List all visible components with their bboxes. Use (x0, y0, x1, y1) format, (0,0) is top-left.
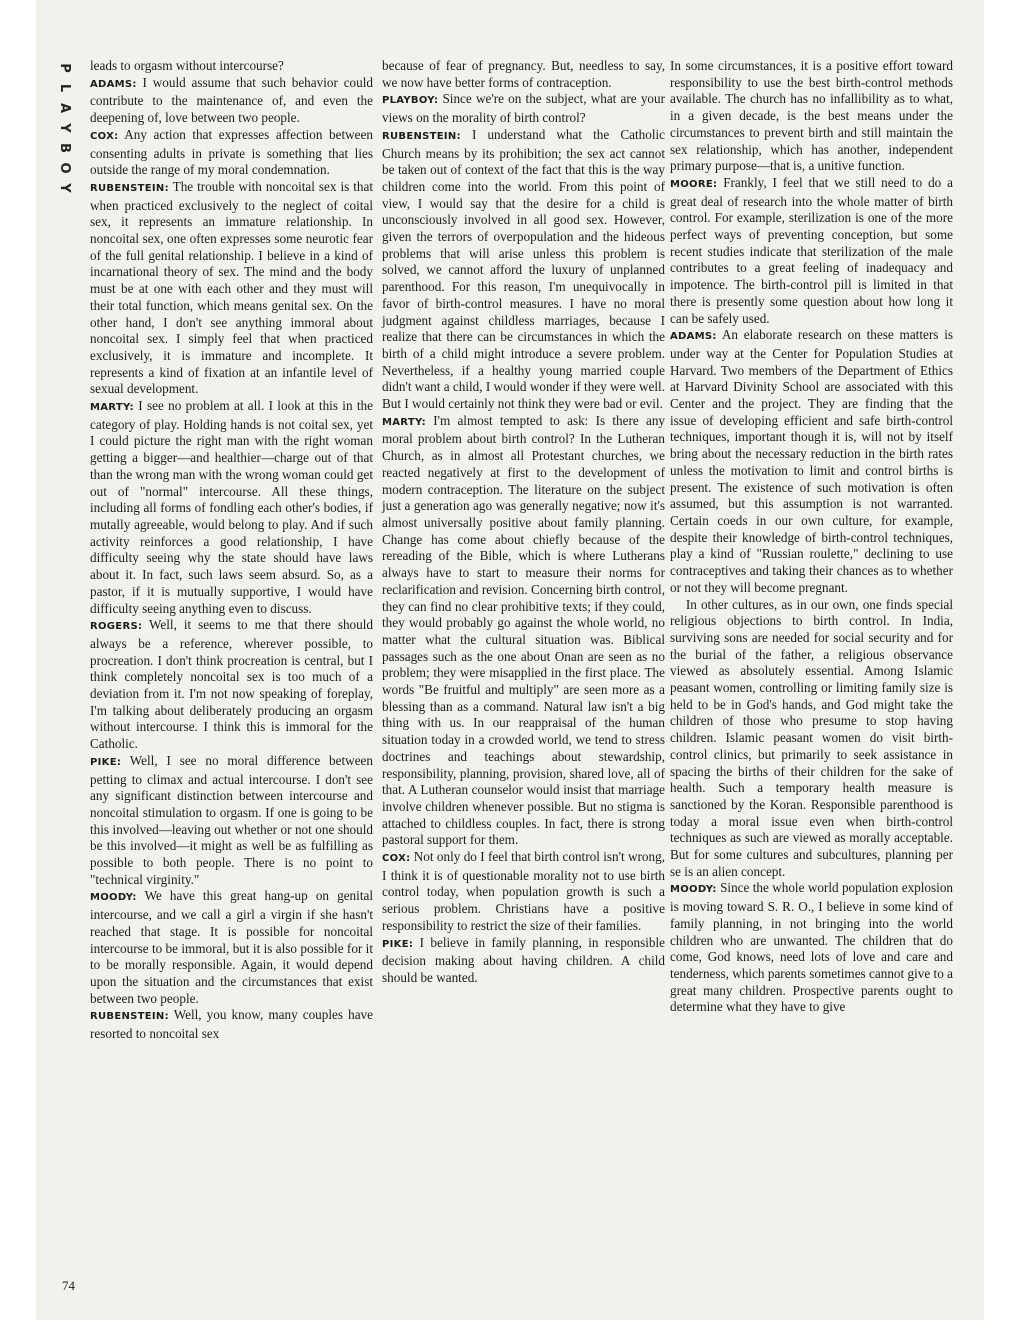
page-number: 74 (62, 1278, 75, 1293)
paragraph (382, 849, 665, 935)
paragraph-text: Any action that expresses affection between consenting adults in private is something that lies outside the range of my moral condemnation. (90, 126, 373, 178)
paragraph (90, 127, 373, 179)
paragraph-text: Frankly, I feel that we still need to do a great deal of research into the whole matter of birth control. For example, sterilization is one of the more perfect ways of preventing conception, but some recent studies indicate that sterilization of the male contributes to a great feeling of inadequacy and impotence. The birth-control pill is limited in that there is presently some question about how long it can be safely used. (670, 174, 954, 326)
paragraph-text: The trouble with noncoital sex is that when practiced exclusively to the neglect of coital sex, it represents an immature relationship. In noncoital sex, one often expresses some neurotic fear of the full genital relationship. I believe in a kind of incarnational theory of sex. The mind and the body must be at one with each other and they must will their total function, which means genital sex. On the other hand, I don't see anything immoral about noncoital sex. I simply feel that when practiced exclusively, it is immature and incomplete. It represents a kind of fixation at an infantile level of sexual development. (90, 178, 374, 397)
text-column-3 (670, 58, 953, 1016)
paragraph-text: We have this great hang-up on genital intercourse, and we call a girl a virgin if she hasn't reached that stage. It is possible for noncoital intercourse to be immoral, but it is also possible for it to be morally responsible. Again, it would depend upon the situation and the circumstances that exist between two people. (90, 888, 374, 1006)
paragraph-text: I would assume that such behavior could contribute to the maintenance of, and even the deepening of, love between two people. (90, 74, 373, 126)
speaker-label: COX: (90, 130, 119, 142)
paragraph-text: Well, it seems to me that there should always be a reference, wherever possible, to procreation. I don't think procreation is central, but I think completely noncoital sex is too much of a deviation from it. I'm not now speaking of foreplay, I'm talking about deliberately producing an orgasm without intercourse. I think this is immoral for the Catholic. (90, 617, 373, 752)
paragraph (382, 935, 665, 987)
paragraph-text: Well, I see no moral difference between petting to climax and actual intercourse. I don't see any significant distinction between intercourse and noncoital stimulation to orgasm. If one is going to be this involved—leaving out whether or not one should be this involved—it might as well be as fulfilling as possible to both people. There is no point to "technical virginity." (90, 752, 373, 887)
paragraph (670, 880, 953, 1016)
speaker-label: RUBENSTEIN: (90, 1011, 169, 1023)
paragraph (90, 888, 373, 1007)
speaker-label: COX: (382, 853, 411, 865)
text-column-2 (382, 58, 665, 987)
paragraph (90, 179, 373, 398)
paragraph-text: Since we're on the subject, what are your views on the morality of birth control? (382, 91, 666, 126)
speaker-label: ROGERS: (90, 621, 143, 633)
magazine-page (36, 0, 984, 1320)
speaker-label: RUBENSTEIN: (382, 130, 461, 142)
paragraph-text: I understand what the Catholic Church means by its prohibition; the sex act cannot be taken out of context of the fact that this is the way children come into the world. From this point of view, I would say that the desire for a child is unconsciously involved in all good sex. However, given the terrors of overpopulation and the hideous problems that will arise unless this problem is solved, we cannot afford the luxury of unplanned parenthood. For this reason, I'm unequivocally in favor of birth-control measures. I have no moral judgment against childless marriages, because I realize that there can be circumstances in which the birth of a child might introduce a severe problem. Nevertheless, if a healthy young married couple didn't want a child, I would wonder if they were well. But I would certainly not think they were bad or evil. (382, 126, 666, 412)
speaker-label: PIKE: (382, 938, 414, 950)
paragraph-text: In other cultures, as in our own, one finds special religious objections to birth control. In India, surviving sons are needed for social security and for the burial of the father, a religious observance viewed as absolutely essential. Among Islamic peasant women, controlling or limiting family size is held to be in God's hands, and God might take the children of those who presume to stop having children. Islamic peasant women do visit birth-control clinics, but primarily to seek assistance in spacing the births of their children for the sake of health. Such a temporary health measure is sanctioned by the Koran. Responsible parenthood is today a moral issue even when birth-control techniques as such are viewed as morally acceptable. But for some cultures and subcultures, planning per se is an alien concept. (670, 596, 953, 879)
paragraph-text: Well, you know, many couples have resorted to noncoital sex (90, 1007, 373, 1042)
paragraph (382, 413, 665, 849)
speaker-label: PLAYBOY: (382, 95, 439, 107)
paragraph-text: leads to orgasm without intercourse? (90, 58, 284, 73)
paragraph (670, 597, 953, 881)
masthead (54, 58, 74, 198)
speaker-label: MOODY: (90, 892, 137, 904)
paragraph (90, 753, 373, 889)
speaker-label: MARTY: (382, 416, 426, 428)
paragraph-text: I believe in family planning, in responsible decision making about having children. A child should be wanted. (382, 934, 665, 985)
paragraph (90, 1007, 373, 1042)
paragraph-text: I see no problem at all. I look at this in the category of play. Holding hands is not coital sex, yet I could picture the right man with the right woman getting a bigger—and healthier—charge out of that than the wrong man with the wrong woman could get out of "normal" intercourse. All these things, including all forms of fondling each other's bodies, if mutally agreeable, would belong to play. And if such activity reinforces a good relationship, I have difficulty seeing why the state should have laws about it. In fact, such laws seem absurd. So, as a pastor, if it is mutually supportive, I would have difficulty seeing anything even to discuss. (90, 398, 373, 616)
paragraph (382, 58, 665, 91)
speaker-label: RUBENSTEIN: (90, 182, 169, 194)
text-column-1 (90, 58, 373, 1043)
paragraph-text: An elaborate research on these matters is under way at the Center for Population Studies at Harvard. Two members of the Department of Ethics at Harvard Divinity School are associated with this Center and the project. They are finding that the issue of developing efficient and safe birth-control techniques, important though it is, will not by itself bring about the necessary reduction in the birth rates unless the motivation to limit and control births is present. The existence of such motivation is often assumed, but this assumption is not warranted. Certain coeds in our own culture, for example, despite their knowledge of birth-control techniques, play a kind of "Russian roulette," declining to use contraceptives and taking their chances as to whether or not they will become pregnant. (670, 327, 953, 595)
paragraph (90, 75, 373, 127)
speaker-label: ADAMS: (670, 331, 717, 343)
paragraph (90, 398, 373, 617)
paragraph (90, 58, 373, 75)
paragraph (90, 617, 373, 753)
masthead-letters: P L A Y B O Y (57, 63, 72, 193)
speaker-label: MOODY: (670, 884, 717, 896)
speaker-label: MARTY: (90, 402, 134, 414)
paragraph-text: I'm almost tempted to ask: Is there any moral problem about birth control? In the Lutheran Church, as in almost all Protestant churches, we reacted negatively at first to the development of modern contraception. The literature on the subject just a generation ago was generally negative; now it's almost universally positive about family planning. Change has come about chiefly because of the rereading of the Bible, which is where Lutherans always have to start to measure their norms for reclarification and revision. Concerning birth control, they can find no clear prohibitive texts; if they could, they would probably go against the whole world, no matter what the cultural situation was. Biblical passages such as the one about Onan are seen as no problem; they were misapplied in the first place. The words "Be fruitful and multiply" are seen more as a blessing than as a command. Natural law isn't a big thing with us. In our reappraisal of the human situation today in a crowded world, we tend to stress doctrines and teachings about stewardship, responsibility, planning, provision, shared love, all of that. A Lutheran counselor would insist that marriage involve children whenever possible. But no stigma is attached to childless couples. In fact, there is strong pastoral support for them. (382, 412, 666, 848)
paragraph (670, 327, 953, 596)
paragraph (382, 91, 665, 126)
speaker-label: ADAMS: (90, 78, 137, 90)
paragraph-text: Not only do I feel that birth control isn't wrong, I think it is of questionable morality not to use birth control today, when population growth is such a serious problem. Christians have a positive responsibility to restrict the size of their families. (382, 849, 665, 933)
paragraph (670, 58, 953, 175)
speaker-label: PIKE: (90, 756, 122, 768)
paragraph-text: In some circumstances, it is a positive effort toward responsibility to use the best birth-control methods available. The church has no infallibility as to what, in a given decade, is the best means under the circumstances to prevent birth and still maintain the sex relationship, which has another, independent primary purpose—that is, a unitive function. (670, 58, 953, 174)
paragraph-text: because of fear of pregnancy. But, needless to say, we now have better forms of contraception. (382, 58, 665, 90)
speaker-label: MOORE: (670, 178, 718, 190)
paragraph (670, 175, 953, 327)
paragraph (382, 127, 665, 413)
paragraph-text: Since the whole world population explosion is moving toward S. R. O., I believe in some kind of family planning, in not bringing into the world children who are unwanted. The children that do come, God knows, need lots of love and care and tenderness, which parents sometimes cannot give to a great many children. Prospective parents ought to determine what they have to give (670, 880, 954, 1015)
